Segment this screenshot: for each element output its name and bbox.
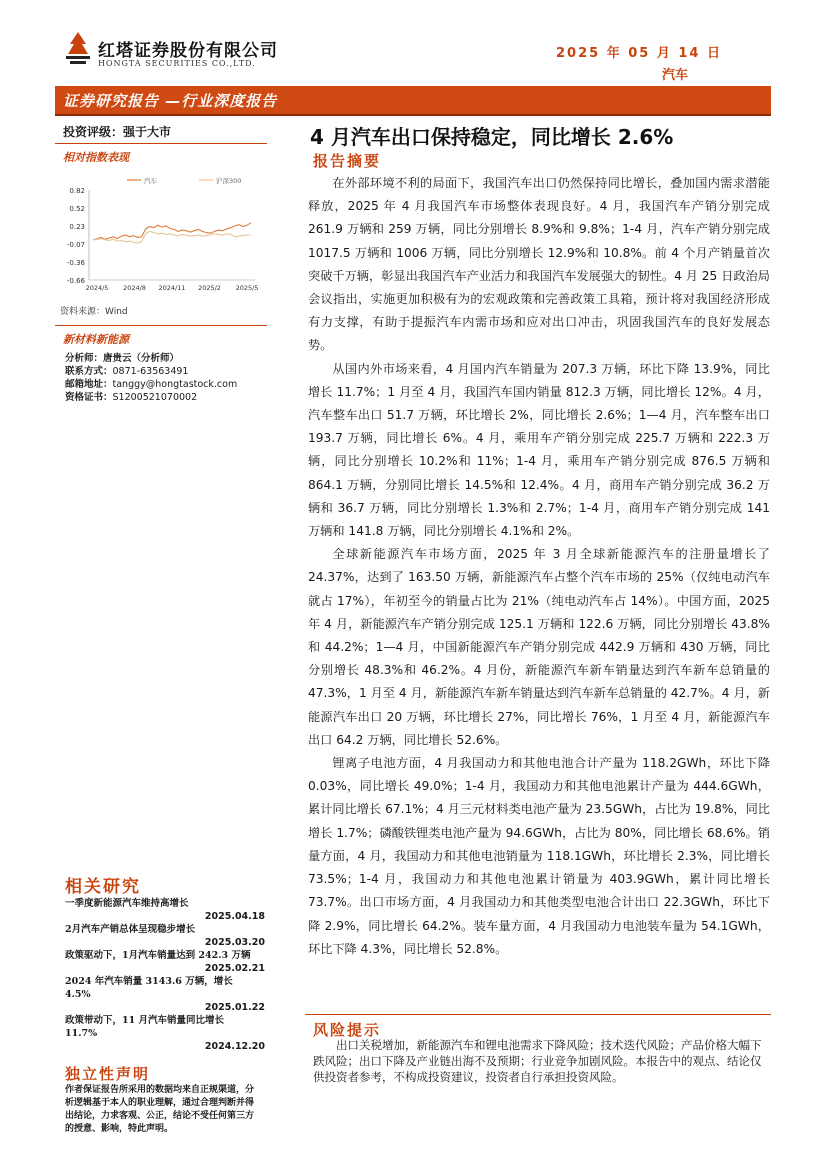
paragraph: 锂离子电池方面，4 月我国动力和其他电池合计产量为 118.2GWh，环比下降 0.03%，同比增长 49.0%；1-4 月，我国动力和其他电池累计产量为 444.6GWh，累计同比增长 67.1%；4 月三元材料类电池产量为 23.5GWh，占比为 19.8%，同比增长 1.7%；磷酸铁锂类电池产量为 94.6GWh，占比为 80%，同比增长 68.6%。销量方面，4 月，我国动力和其他电池销量为 118.1GWh，环比增长 2.3%，同比增长 73.5%；1-4 月，我国动力和其他电池累计销量为 403.9GWh，累计同比增长 73.7%。出口市场方面，4 月我国动力和其他类型电池合计出口 22.3GWh，环比下降 2.9%，同比增长 64.2%。装车量方面，4 月我国动力电池装车量为 54.1GWh，环比下降 4.3%，同比增长 52.8%。 — [308, 756, 770, 956]
related-item-date: 2024.12.20 — [204, 1041, 265, 1052]
report-type-banner — [55, 86, 771, 116]
x-tick-label: 2024/8 — [123, 284, 146, 292]
y-tick-label: 0.52 — [69, 205, 85, 214]
x-tick-label: 2025/5 — [235, 284, 259, 292]
related-item-title[interactable]: 2024 年汽车销量 3143.6 万辆，增长 4.5% — [65, 976, 233, 1000]
abstract-title: 报告摘要 — [313, 152, 382, 170]
x-tick-label: 2024/11 — [158, 284, 186, 292]
analyst-email: 邮箱地址：tanggy@hongtastock.com — [65, 379, 238, 390]
y-tick-label: -0.66 — [66, 277, 85, 285]
related-item-date: 2025.02.21 — [204, 963, 265, 974]
legend-label: 沪深300 — [216, 177, 242, 185]
company-logo-icon — [64, 32, 92, 66]
paragraph: 全球新能源汽车市场方面，2025 年 3 月全球新能源汽车的注册量增长了 24.37%，达到了 163.50 万辆，新能源汽车占整个汽车市场的 25%（仅纯电动汽车就占 17%），年初至今的销量占比为 21%（纯电动汽车占 14%）。中国方面，2025 年 4 月，新能源汽车产销分别完成 125.1 万辆和 122.6 万辆，同比分别增长 43.8%和 44.2%；1—4 月，中国新能源汽车产销分别完成 442.9 万辆和 430 万辆，同比分别增长 48.3%和 46.2%。4 月份，新能源汽车新车销量达到汽车新车总销量的 47.3%，1 月至 4 月，新能源汽车新车销量达到汽车新车总销量的 42.7%。4 月，新能源汽车出口 20 万辆，环比增长 27%，同比增长 76%，1 月至 4 月，新能源汽车出口 64.2 万辆，同比增长 52.6%。 — [308, 547, 770, 747]
banner-text: 证券研究报告 —行业深度报告 — [63, 92, 278, 110]
related-item-title[interactable]: 政策带动下，11 月汽车销量同比增长 11.7% — [65, 1015, 225, 1039]
paragraph: 在外部环境不利的局面下，我国汽车出口仍然保持同比增长，叠加国内需求潜能释放，2025 年 4 月我国汽车市场整体表现良好。4 月，我国汽车产销分别完成 261.9 万辆和 259 万辆，同比分别增长 8.9%和 9.8%；1-4 月，汽车产销分别完成 1017.5 万辆和 1006 万辆，同比分别增长 12.9%和 10.8%。前 4 个月产销量首次突破千万辆，彰显出我国汽车产业活力和我国汽车发展强大的韧性。4 月 25 日政治局会议指出，实施更加积极有为的宏观政策和完善政策工具箱，预计将对我国经济形成有力支撑，有助于提振汽车内需市场和应对出口冲击，巩固我国汽车的良好发展态势。 — [308, 176, 770, 353]
y-tick-label: 0.82 — [69, 187, 85, 195]
analyst-phone: 联系方式：0871-63563491 — [65, 366, 189, 377]
report-sector: 汽车 — [661, 68, 688, 83]
risk-text: 出口关税增加，新能源汽车和锂电池需求下降风险；技术迭代风险；产品价格大幅下跌风险；出口下降及产业链出海不及预期；行业竞争加剧风险。本报告中的观点、结论仅供投资者参考，不构成投资建议，投资者自行承担投资风险。 — [313, 1038, 762, 1084]
x-tick-label: 2025/2 — [198, 284, 221, 292]
related-item-title[interactable]: 政策驱动下，1月汽车销量达到 242.3 万辆 — [65, 950, 251, 961]
series-line — [93, 231, 251, 243]
risk-title: 风险提示 — [313, 1021, 382, 1039]
report-date: 2025 年 05 月 14 日 — [556, 46, 722, 61]
analyst-cert: 资格证书：S1200521070002 — [65, 392, 198, 403]
y-tick-label: 0.23 — [69, 222, 85, 231]
analyst-info — [55, 350, 267, 406]
disclaimer-text: 作者保证报告所采用的数据均来自正规渠道，分析逻辑基于本人的职业理解，通过合理判断并得出结论，力求客观、公正，结论不受任何第三方的授意、影响，特此声明。 — [65, 1085, 255, 1134]
related-item-date: 2025.04.18 — [204, 911, 265, 922]
related-research-list — [55, 897, 267, 1053]
y-tick-label: -0.36 — [66, 258, 85, 267]
index-section-title: 相对指数表现 — [55, 143, 267, 168]
sidebar — [55, 120, 267, 1136]
disclaimer-title: 独立性声明 — [65, 1065, 151, 1083]
related-item-date: 2025.03.20 — [204, 937, 265, 948]
analyst-name: 分析师：唐贵云（分析师） — [65, 353, 180, 364]
related-item-title[interactable]: 2月汽车产销总体呈现稳步增长 — [65, 924, 196, 935]
company-name-cn: 红塔证券股份有限公司 — [98, 41, 278, 61]
chart-source: 资料来源：Wind — [60, 307, 128, 317]
x-tick-label: 2024/5 — [85, 284, 109, 292]
relative-index-chart — [55, 168, 267, 298]
investment-rating: 投资评级：强于大市 — [63, 125, 172, 139]
series-line — [93, 223, 251, 240]
related-item-title[interactable]: 一季度新能源汽车维持高增长 — [65, 898, 189, 909]
abstract-body — [308, 172, 770, 961]
company-name-en: HONGTA SECURITIES CO.,LTD. — [98, 59, 256, 68]
legend-label: 汽车 — [144, 177, 157, 185]
report-title: 4 月汽车出口保持稳定，同比增长 2.6% — [310, 125, 674, 149]
y-tick-label: -0.07 — [66, 241, 85, 250]
paragraph: 从国内外市场来看，4 月国内汽车销量为 207.3 万辆，环比下降 13.9%，同比增长 11.7%；1 月至 4 月，我国汽车国内销量 812.3 万辆，同比增长 12%。4 月，汽车整车出口 51.7 万辆，环比增长 2%，同比增长 2.6%；1—4 月，汽车整车出口 193.7 万辆，同比增长 6%。4 月，乘用车产销分别完成 225.7 万辆和 222.3 万辆，同比分别增长 10.2%和 11%；1-4 月，乘用车产销分别完成 876.5 万辆和 864.1 万辆，分别同比增长 14.5%和 12.4%。4 月，商用车产销分别完成 36.2 万辆和 36.7 万辆，同比分别增长 1.3%和 2.7%；1-4 月，商用车产销分别完成 141 万辆和 141.8 万辆，同比分别增长 4.1%和 2%。 — [308, 361, 770, 539]
related-item-date: 2025.01.22 — [204, 1002, 265, 1013]
category-title: 新材料新能源 — [55, 325, 267, 350]
related-research-title: 相关研究 — [65, 877, 141, 897]
